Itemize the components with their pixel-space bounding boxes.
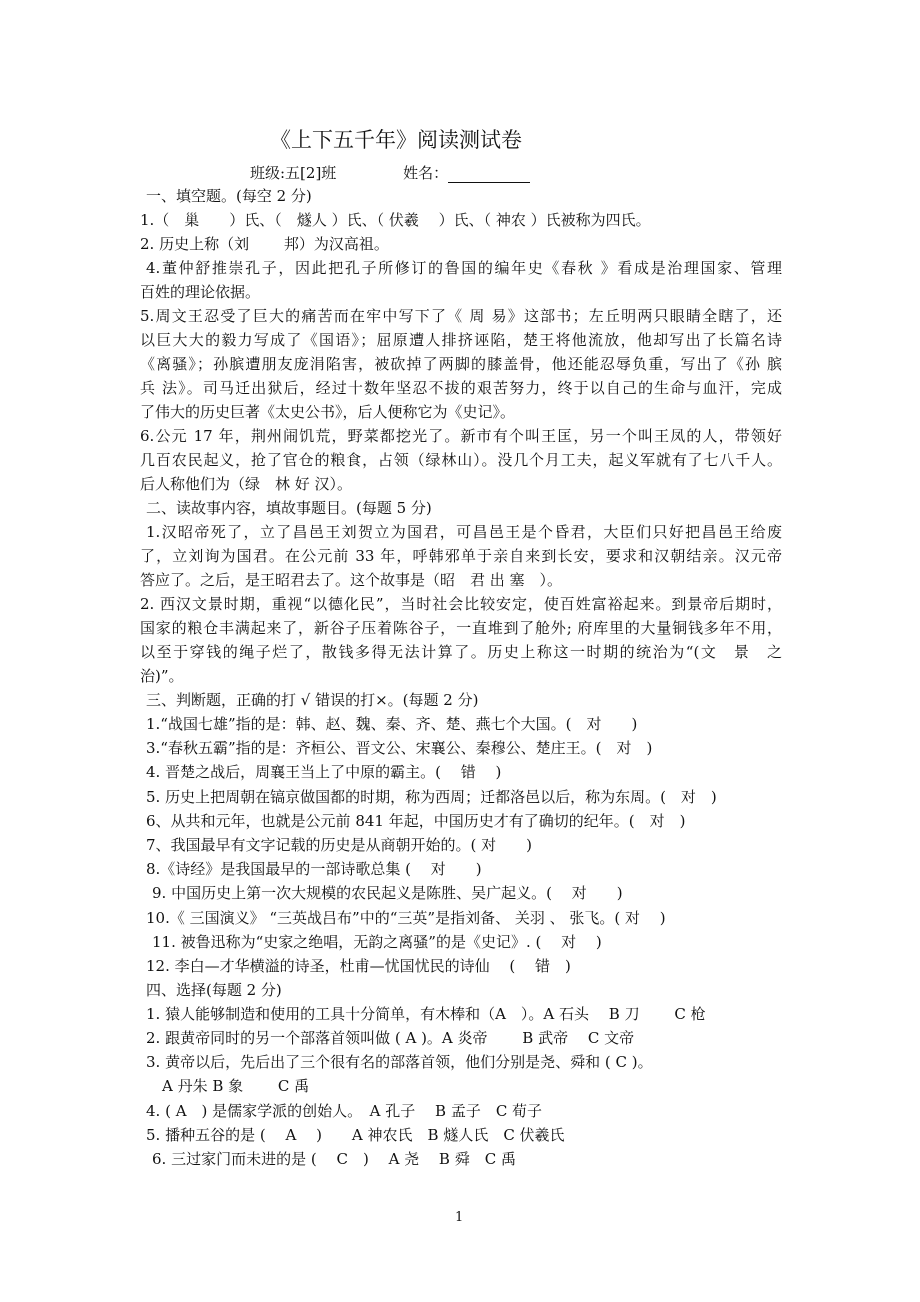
section-heading: 四、选择(每题 2 分) [146, 981, 282, 999]
question-line: 2. 跟黄帝同时的另一个部落首领叫做 ( A )。A 炎帝 B 武帝 C 文帝 [146, 1029, 635, 1047]
question-line: 国家的粮仓丰满起来了，新谷子压着陈谷子，一直堆到了舱外; 府库里的大量铜钱多年不用， [140, 619, 782, 637]
student-info [250, 162, 530, 183]
question-line: 5. 历史上把周朝在镐京做国都的时期，称为西周；迁都洛邑以后，称为东周。( 对 ) [146, 788, 717, 806]
class-label: 班级:五[2]班 [250, 164, 337, 182]
question-line: 1.汉昭帝死了，立了昌邑王刘贺立为国君，可昌邑王是个昏君，大臣们只好把昌邑王给废 [146, 523, 782, 541]
name-label: 姓名： [403, 164, 449, 182]
question-line: 答应了。之后，是王昭君去了。这个故事是（昭 君 出 塞 ）。 [140, 571, 563, 589]
question-line: 百姓的理论依据。 [140, 283, 261, 301]
question-line: 兵 法》。司马迁出狱后，经过十数年坚忍不拔的艰苦努力，终于以自己的生命与血汗，完成 [140, 379, 782, 397]
question-line: 4. 晋楚之战后，周襄王当上了中原的霸主。( 错 ) [146, 763, 502, 781]
name-blank [448, 168, 530, 183]
section-heading: 三、判断题，正确的打 √ 错误的打×。(每题 2 分) [146, 691, 479, 709]
question-line: 以至于穿钱的绳子烂了，散钱多得无法计算了。历史上称这一时期的统治为“(文 景 之 [140, 643, 782, 661]
question-line: 1. 猿人能够制造和使用的工具十分简单，有木棒和（A ）。A 石头 B 刀 C 枪 [146, 1005, 706, 1023]
question-line: 7、我国最早有文字记载的历史是从商朝开始的。( 对 ) [146, 836, 533, 854]
question-line: 10.《 三国演义》 “三英战吕布”中的“三英”是指刘备、 关羽 、 张飞。( 对 ) [146, 909, 666, 927]
question-line: 12. 李白—才华横溢的诗圣，杜甫—忧国忧民的诗仙 ( 错 ) [146, 957, 571, 975]
question-line: 了伟大的历史巨著《太史公书》，后人便称它为《史记》。 [140, 403, 516, 421]
question-line: 2. 西汉文景时期，重视“以德化民”，当时社会比较安定，使百姓富裕起来。到景帝后期时， [140, 595, 782, 613]
question-line: 治)”。 [140, 667, 184, 685]
question-line: 1.“战国七雄”指的是：韩、赵、魏、秦、齐、楚、燕七个大国。( 对 ) [146, 715, 638, 733]
question-line: 3.“春秋五霸”指的是：齐桓公、晋文公、宋襄公、秦穆公、楚庄王。( 对 ) [146, 739, 653, 757]
question-line: 以巨大大的毅力写成了《国语》；屈原遭人排挤诬陷，楚王将他流放，他却写出了长篇名诗 [140, 331, 782, 349]
section-heading: 一、填空题。(每空 2 分) [146, 187, 312, 205]
question-line: 5.周文王忍受了巨大的痛苦而在牢中写下了《 周 易》这部书；左丘明两只眼睛全瞎了，还 [140, 307, 782, 325]
page-number: 1 [455, 1210, 464, 1225]
question-line: 了，立刘询为国君。在公元前 33 年，呼韩邪单于亲自来到长安，要求和汉朝结亲。汉元帝 [140, 547, 782, 565]
question-line: 《离骚》；孙膑遭朋友庞涓陷害，被砍掉了两脚的膝盖骨，他还能忍辱负重，写出了《孙 膑 [140, 355, 782, 373]
question-line: 几百农民起义，抢了官仓的粮食，占领（绿林山）。没几个月工夫，起义军就有了七八千人。 [140, 451, 782, 469]
question-line: 8.《诗经》是我国最早的一部诗歌总集 ( 对 ) [146, 860, 482, 878]
question-line: 11. 被鲁迅称为“史家之绝唱，无韵之离骚”的是《史记》. ( 对 ) [152, 933, 602, 951]
question-line: 后人称他们为（绿 林 好 汉）。 [140, 475, 353, 493]
question-line: 5. 播种五谷的是 ( A ) A 神农氏 B 燧人氏 C 伏羲氏 [146, 1126, 565, 1144]
question-line: A 丹朱 B 象 C 禹 [162, 1077, 310, 1095]
question-line: 6. 三过家门而未进的是 ( C ) A 尧 B 舜 C 禹 [152, 1150, 516, 1168]
question-line: 4. ( A ) 是儒家学派的创始人。 A 孔子 B 孟子 C 荀子 [146, 1102, 543, 1120]
question-line: 1.（ 巢 ）氏、（ 燧人 ）氏、（ 伏羲 ）氏、（ 神农 ）氏被称为四氏。 [140, 211, 651, 229]
question-line: 3. 黄帝以后，先后出了三个很有名的部落首领，他们分别是尧、舜和 ( C )。 [146, 1053, 653, 1071]
question-line: 9. 中国历史上第一次大规模的农民起义是陈胜、吴广起义。( 对 ) [152, 884, 623, 902]
section-heading: 二、读故事内容，填故事题目。(每题 5 分) [146, 499, 432, 517]
page-title: 《上下五千年》阅读测试卷 [270, 128, 522, 152]
question-line: 6.公元 17 年，荆州闹饥荒，野菜都挖光了。新市有个叫王匡，另一个叫王凤的人，带领好 [140, 427, 782, 445]
question-line: 2. 历史上称（刘 邦）为汉高祖。 [140, 235, 389, 253]
question-line: 4.董仲舒推崇孔子，因此把孔子所修订的鲁国的编年史《春秋 》看成是治理国家、管理 [146, 259, 782, 277]
question-line: 6、从共和元年，也就是公元前 841 年起，中国历史才有了确切的纪年。( 对 ) [146, 812, 686, 830]
